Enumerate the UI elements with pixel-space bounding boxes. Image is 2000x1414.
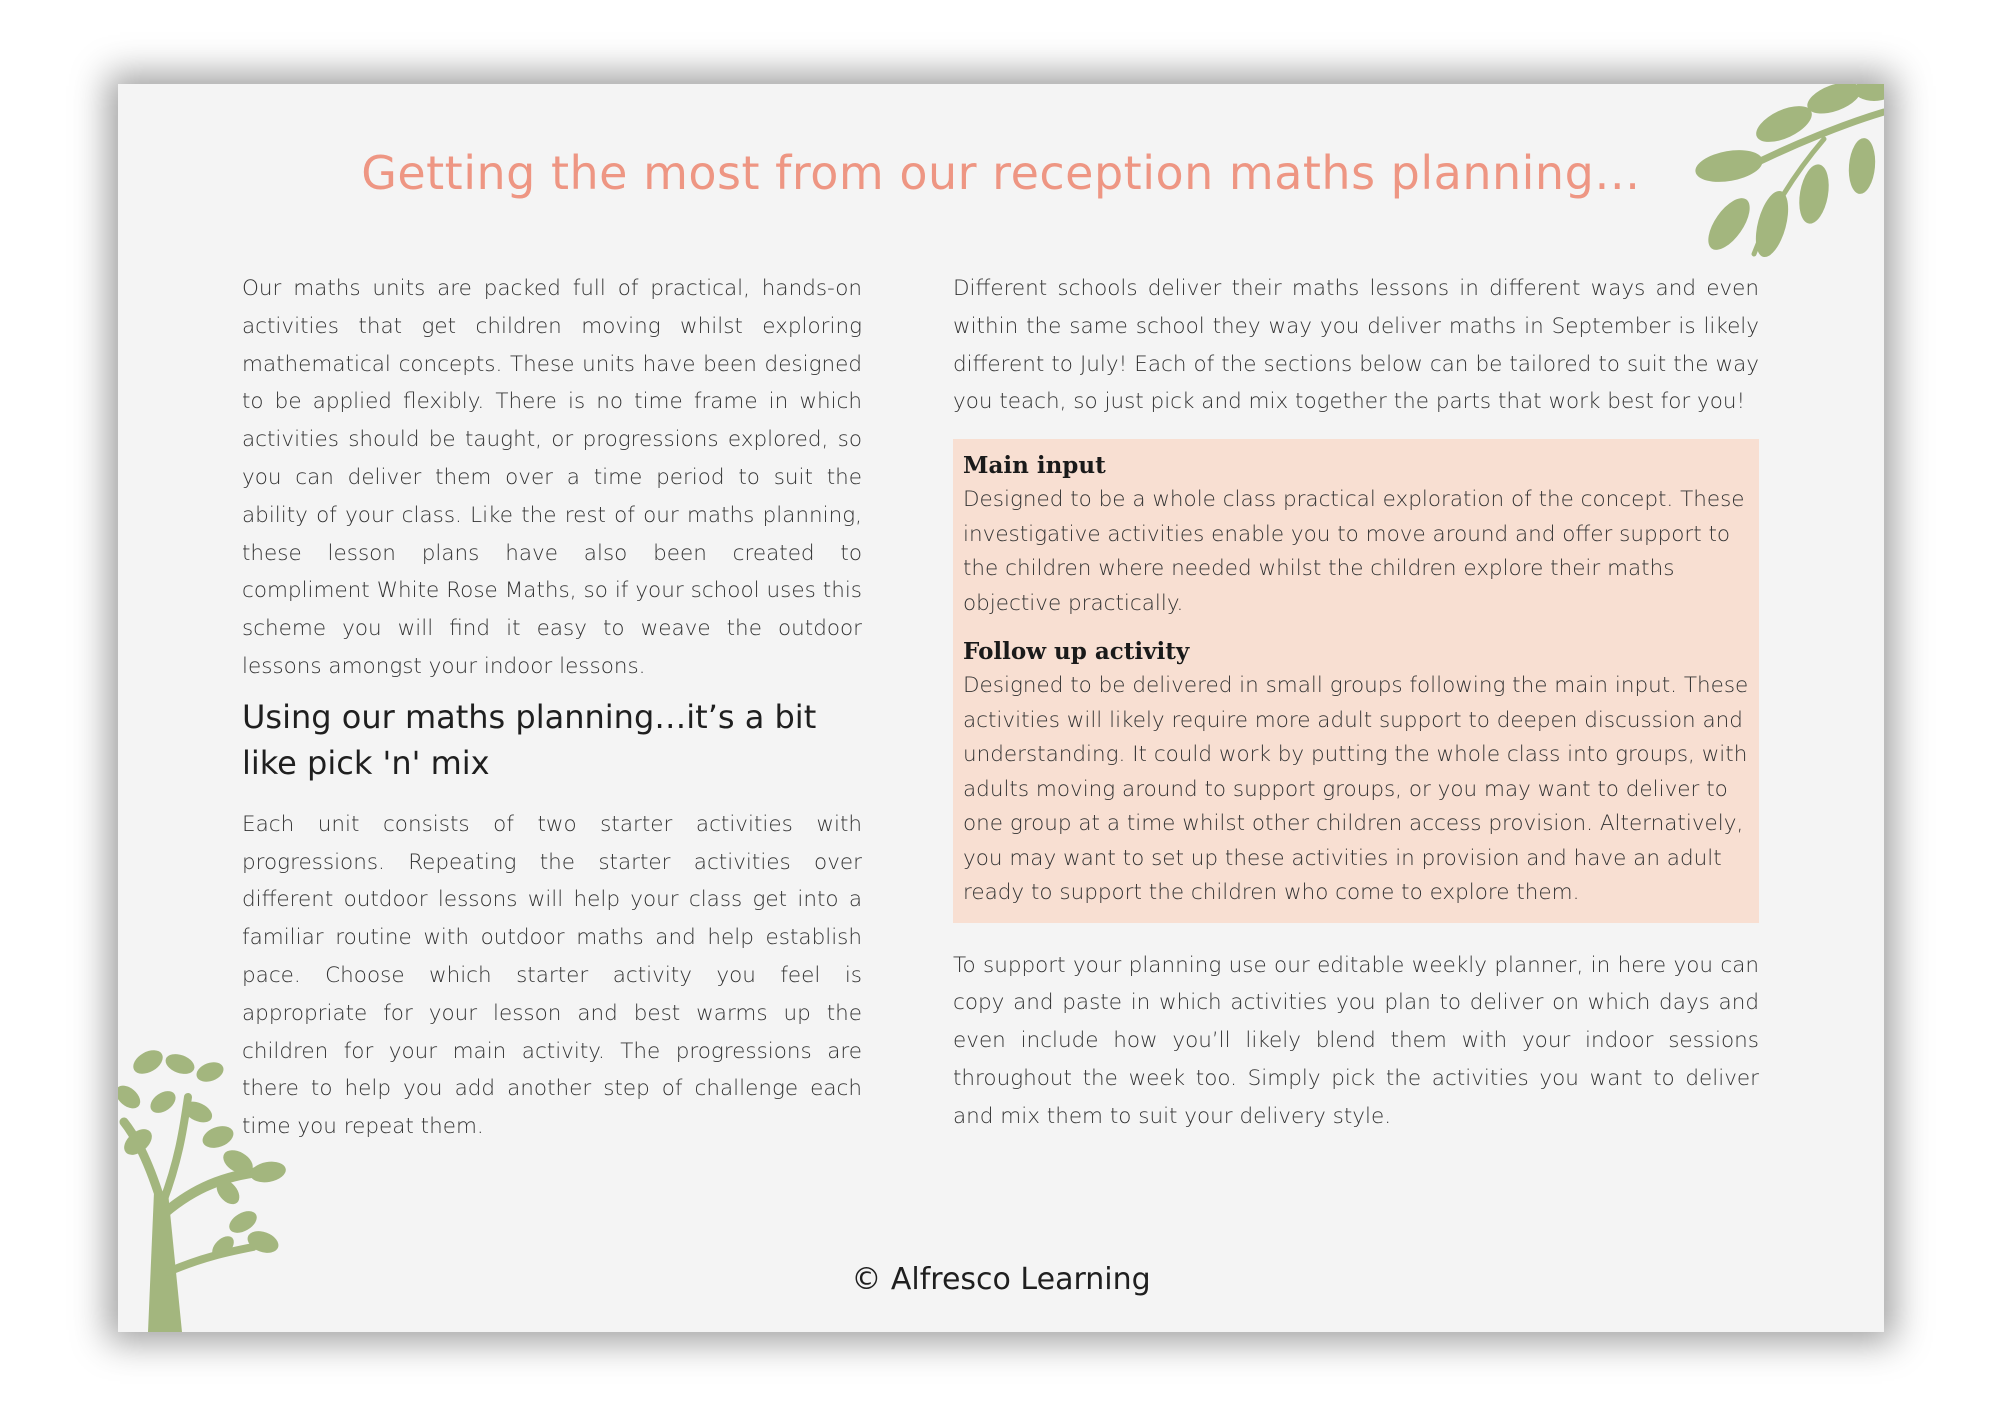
left-column	[242, 270, 862, 1146]
planner-paragraph: To support your planning use our editable weekly planner, in here you can copy and paste in which activities you plan to deliver on which days and even include how you’ll likely blend them with your indoor sessions throughout the week too. Simply pick the activities you want to deliver and mix them to suit your delivery style.	[953, 952, 1759, 1129]
activity-info-box	[953, 439, 1759, 923]
copyright-footer: © Alfresco Learning	[851, 1262, 1151, 1297]
units-paragraph: Each unit consists of two starter activities with progressions. Repeating the starter activities over different outdoor lessons will help your class get into a familiar routine with outdoor maths and help establish pace. Choose which starter activity you feel is appropriate for your lesson and best warms up the children for your main activity. The progressions are there to help you add another step of challenge each time you repeat them.	[242, 811, 862, 1140]
document-page	[118, 84, 1884, 1332]
follow-up-heading: Follow up activity	[963, 638, 1190, 666]
right-column	[953, 270, 1759, 1136]
schools-paragraph: Different schools deliver their maths lessons in different ways and even within the same school they way you deliver maths in September is likely different to July! Each of the sections below can be tailored to suit the way you teach, so just pick and mix together the parts that work best for you!	[953, 276, 1759, 415]
main-input-text: Designed to be a whole class practical exploration of the concept. These investigative activities enable you to move around and offer support to the children where needed whilst the children explore their maths objective practically.	[963, 487, 1745, 616]
follow-up-text: Designed to be delivered in small groups following the main input. These activities will likely require more adult support to deepen discussion and understanding. It could work by putting the whole class into groups, with adults moving around to support groups, or you may want to deliver to one group at a time whilst other children access provision. Alternatively, you may want to set up these activities in provision and have an adult ready to support the children who come to explore them.	[963, 673, 1749, 906]
section-subheading: Using our maths planning…it’s a bit like pick 'n' mix	[242, 697, 817, 782]
intro-paragraph: Our maths units are packed full of practical, hands-on activities that get children moving whilst exploring mathematical concepts. These units have been designed to be applied flexibly. There is no time frame in which activities should be taught, or progressions explored, so you can deliver them over a time period to suit the ability of your class. Like the rest of our maths planning, these lesson plans have also been created to compliment White Rose Maths, so if your school uses this scheme you will find it easy to weave the outdoor lessons amongst your indoor lessons.	[242, 276, 862, 679]
main-input-heading: Main input	[963, 452, 1106, 480]
page-title: Getting the most from our reception maths planning…	[361, 146, 1641, 200]
